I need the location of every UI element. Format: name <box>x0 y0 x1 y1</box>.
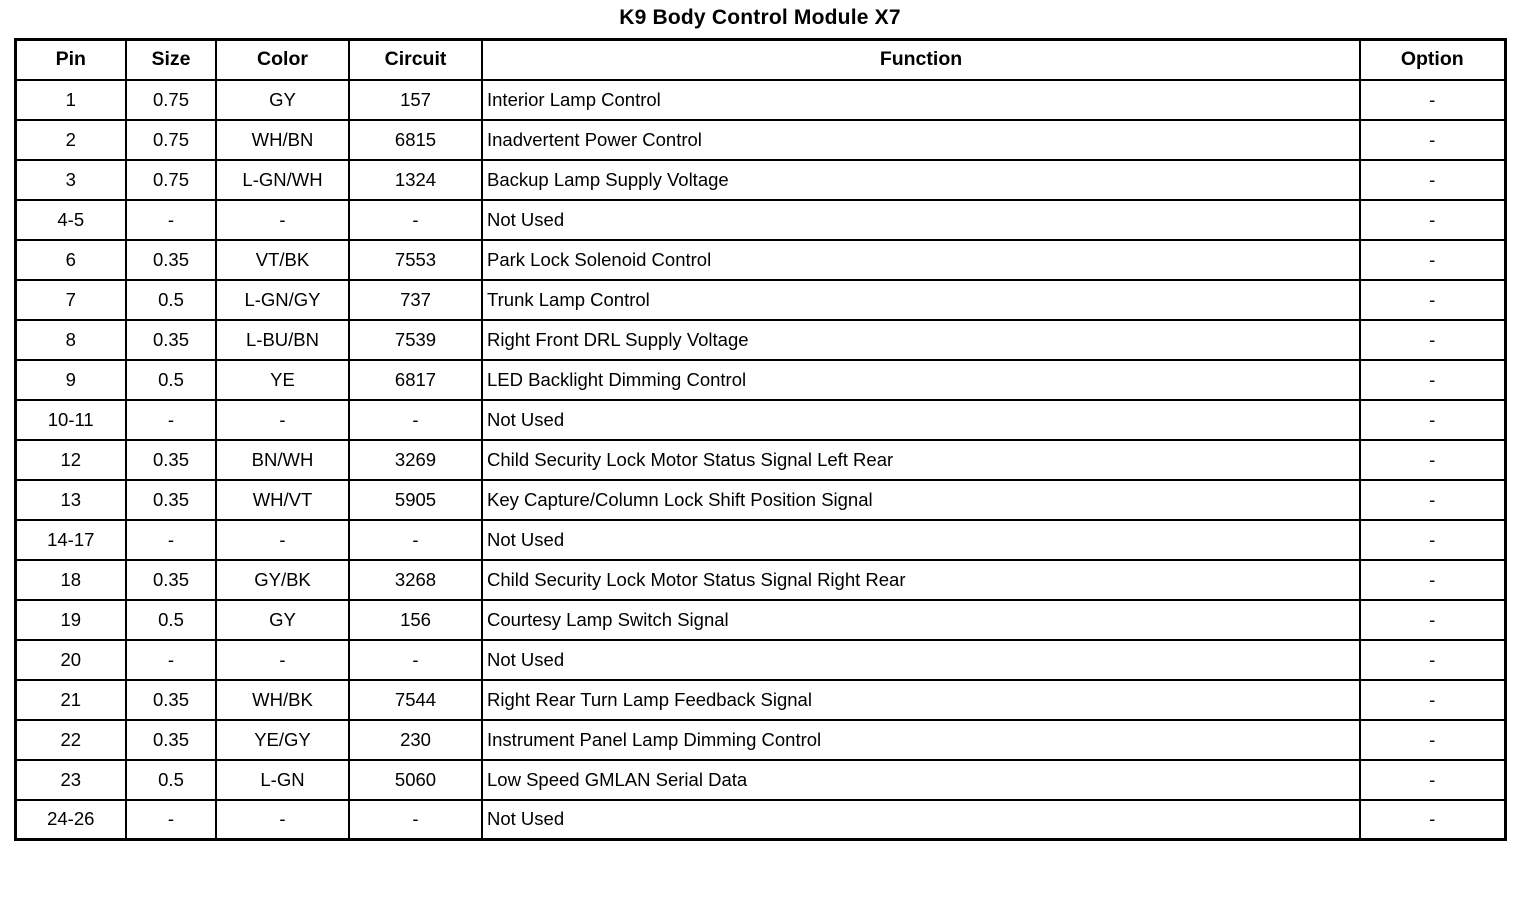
cell-color: YE <box>216 360 349 400</box>
cell-size: 0.5 <box>126 280 216 320</box>
cell-pin: 19 <box>15 600 126 640</box>
pinout-table <box>14 38 1507 841</box>
table-row <box>15 320 1505 360</box>
cell-function: Child Security Lock Motor Status Signal Right Rear <box>482 560 1360 600</box>
cell-option: - <box>1360 400 1505 440</box>
cell-option: - <box>1360 680 1505 720</box>
cell-circuit: 7553 <box>349 240 482 280</box>
cell-color: - <box>216 520 349 560</box>
cell-circuit: 7539 <box>349 320 482 360</box>
table-row <box>15 160 1505 200</box>
cell-circuit: 7544 <box>349 680 482 720</box>
cell-circuit: - <box>349 200 482 240</box>
cell-option: - <box>1360 440 1505 480</box>
cell-circuit: 3268 <box>349 560 482 600</box>
table-header-row <box>15 40 1505 80</box>
table-row <box>15 520 1505 560</box>
table-row <box>15 560 1505 600</box>
table-row <box>15 120 1505 160</box>
cell-function: Not Used <box>482 640 1360 680</box>
cell-color: WH/VT <box>216 480 349 520</box>
cell-color: GY <box>216 80 349 120</box>
cell-circuit: 230 <box>349 720 482 760</box>
cell-option: - <box>1360 360 1505 400</box>
cell-pin: 12 <box>15 440 126 480</box>
cell-color: - <box>216 400 349 440</box>
cell-option: - <box>1360 320 1505 360</box>
cell-function: Inadvertent Power Control <box>482 120 1360 160</box>
table-row <box>15 640 1505 680</box>
cell-size: - <box>126 400 216 440</box>
table-row <box>15 200 1505 240</box>
cell-function: Instrument Panel Lamp Dimming Control <box>482 720 1360 760</box>
cell-function: Child Security Lock Motor Status Signal Left Rear <box>482 440 1360 480</box>
cell-option: - <box>1360 480 1505 520</box>
cell-circuit: - <box>349 640 482 680</box>
cell-circuit: - <box>349 400 482 440</box>
column-header-pin: Pin <box>15 40 126 80</box>
cell-function: Park Lock Solenoid Control <box>482 240 1360 280</box>
cell-function: Not Used <box>482 200 1360 240</box>
cell-size: 0.5 <box>126 760 216 800</box>
cell-pin: 8 <box>15 320 126 360</box>
table-row <box>15 280 1505 320</box>
cell-pin: 1 <box>15 80 126 120</box>
cell-function: Courtesy Lamp Switch Signal <box>482 600 1360 640</box>
cell-size: - <box>126 200 216 240</box>
table-row <box>15 760 1505 800</box>
cell-function: Low Speed GMLAN Serial Data <box>482 760 1360 800</box>
cell-pin: 14-17 <box>15 520 126 560</box>
cell-option: - <box>1360 120 1505 160</box>
cell-circuit: 6815 <box>349 120 482 160</box>
cell-circuit: - <box>349 520 482 560</box>
cell-size: 0.35 <box>126 480 216 520</box>
cell-size: 0.75 <box>126 80 216 120</box>
cell-function: Interior Lamp Control <box>482 80 1360 120</box>
cell-size: 0.5 <box>126 360 216 400</box>
table-row <box>15 400 1505 440</box>
cell-option: - <box>1360 520 1505 560</box>
cell-size: 0.35 <box>126 680 216 720</box>
table-row <box>15 600 1505 640</box>
cell-color: - <box>216 200 349 240</box>
cell-option: - <box>1360 240 1505 280</box>
cell-color: GY/BK <box>216 560 349 600</box>
cell-size: 0.35 <box>126 440 216 480</box>
cell-circuit: 737 <box>349 280 482 320</box>
cell-size: 0.35 <box>126 560 216 600</box>
cell-circuit: 156 <box>349 600 482 640</box>
cell-option: - <box>1360 160 1505 200</box>
table-row <box>15 440 1505 480</box>
cell-size: - <box>126 640 216 680</box>
cell-color: WH/BN <box>216 120 349 160</box>
table-row <box>15 240 1505 280</box>
cell-function: Trunk Lamp Control <box>482 280 1360 320</box>
cell-size: 0.5 <box>126 600 216 640</box>
cell-pin: 10-11 <box>15 400 126 440</box>
table-header <box>15 40 1505 80</box>
cell-function: Right Front DRL Supply Voltage <box>482 320 1360 360</box>
cell-option: - <box>1360 760 1505 800</box>
cell-color: VT/BK <box>216 240 349 280</box>
cell-pin: 2 <box>15 120 126 160</box>
table-row <box>15 360 1505 400</box>
cell-size: 0.75 <box>126 120 216 160</box>
table-row <box>15 480 1505 520</box>
cell-color: L-GN/WH <box>216 160 349 200</box>
cell-option: - <box>1360 200 1505 240</box>
cell-size: - <box>126 520 216 560</box>
cell-circuit: 157 <box>349 80 482 120</box>
cell-function: Right Rear Turn Lamp Feedback Signal <box>482 680 1360 720</box>
cell-pin: 9 <box>15 360 126 400</box>
table-body <box>15 80 1505 840</box>
cell-pin: 18 <box>15 560 126 600</box>
cell-pin: 20 <box>15 640 126 680</box>
cell-pin: 6 <box>15 240 126 280</box>
cell-circuit: 6817 <box>349 360 482 400</box>
cell-pin: 22 <box>15 720 126 760</box>
cell-circuit: 5905 <box>349 480 482 520</box>
cell-size: 0.75 <box>126 160 216 200</box>
table-row <box>15 800 1505 840</box>
cell-circuit: 1324 <box>349 160 482 200</box>
cell-color: L-GN <box>216 760 349 800</box>
cell-size: 0.35 <box>126 240 216 280</box>
cell-color: BN/WH <box>216 440 349 480</box>
page-title: K9 Body Control Module X7 <box>619 6 901 29</box>
table-row <box>15 720 1505 760</box>
cell-option: - <box>1360 640 1505 680</box>
cell-function: LED Backlight Dimming Control <box>482 360 1360 400</box>
cell-pin: 13 <box>15 480 126 520</box>
column-header-function: Function <box>482 40 1360 80</box>
cell-color: GY <box>216 600 349 640</box>
column-header-option: Option <box>1360 40 1505 80</box>
column-header-circuit: Circuit <box>349 40 482 80</box>
cell-option: - <box>1360 800 1505 840</box>
column-header-color: Color <box>216 40 349 80</box>
cell-pin: 7 <box>15 280 126 320</box>
cell-function: Not Used <box>482 520 1360 560</box>
table-row <box>15 680 1505 720</box>
cell-circuit: - <box>349 800 482 840</box>
cell-color: YE/GY <box>216 720 349 760</box>
cell-size: - <box>126 800 216 840</box>
cell-pin: 23 <box>15 760 126 800</box>
cell-option: - <box>1360 720 1505 760</box>
cell-pin: 21 <box>15 680 126 720</box>
cell-function: Key Capture/Column Lock Shift Position Signal <box>482 480 1360 520</box>
cell-option: - <box>1360 600 1505 640</box>
cell-color: WH/BK <box>216 680 349 720</box>
table-row <box>15 80 1505 120</box>
cell-function: Backup Lamp Supply Voltage <box>482 160 1360 200</box>
cell-function: Not Used <box>482 800 1360 840</box>
cell-circuit: 5060 <box>349 760 482 800</box>
cell-function: Not Used <box>482 400 1360 440</box>
cell-pin: 24-26 <box>15 800 126 840</box>
cell-size: 0.35 <box>126 720 216 760</box>
cell-color: L-GN/GY <box>216 280 349 320</box>
column-header-size: Size <box>126 40 216 80</box>
cell-option: - <box>1360 280 1505 320</box>
cell-color: - <box>216 640 349 680</box>
cell-color: L-BU/BN <box>216 320 349 360</box>
cell-option: - <box>1360 80 1505 120</box>
cell-color: - <box>216 800 349 840</box>
cell-pin: 3 <box>15 160 126 200</box>
cell-option: - <box>1360 560 1505 600</box>
cell-circuit: 3269 <box>349 440 482 480</box>
cell-size: 0.35 <box>126 320 216 360</box>
cell-pin: 4-5 <box>15 200 126 240</box>
